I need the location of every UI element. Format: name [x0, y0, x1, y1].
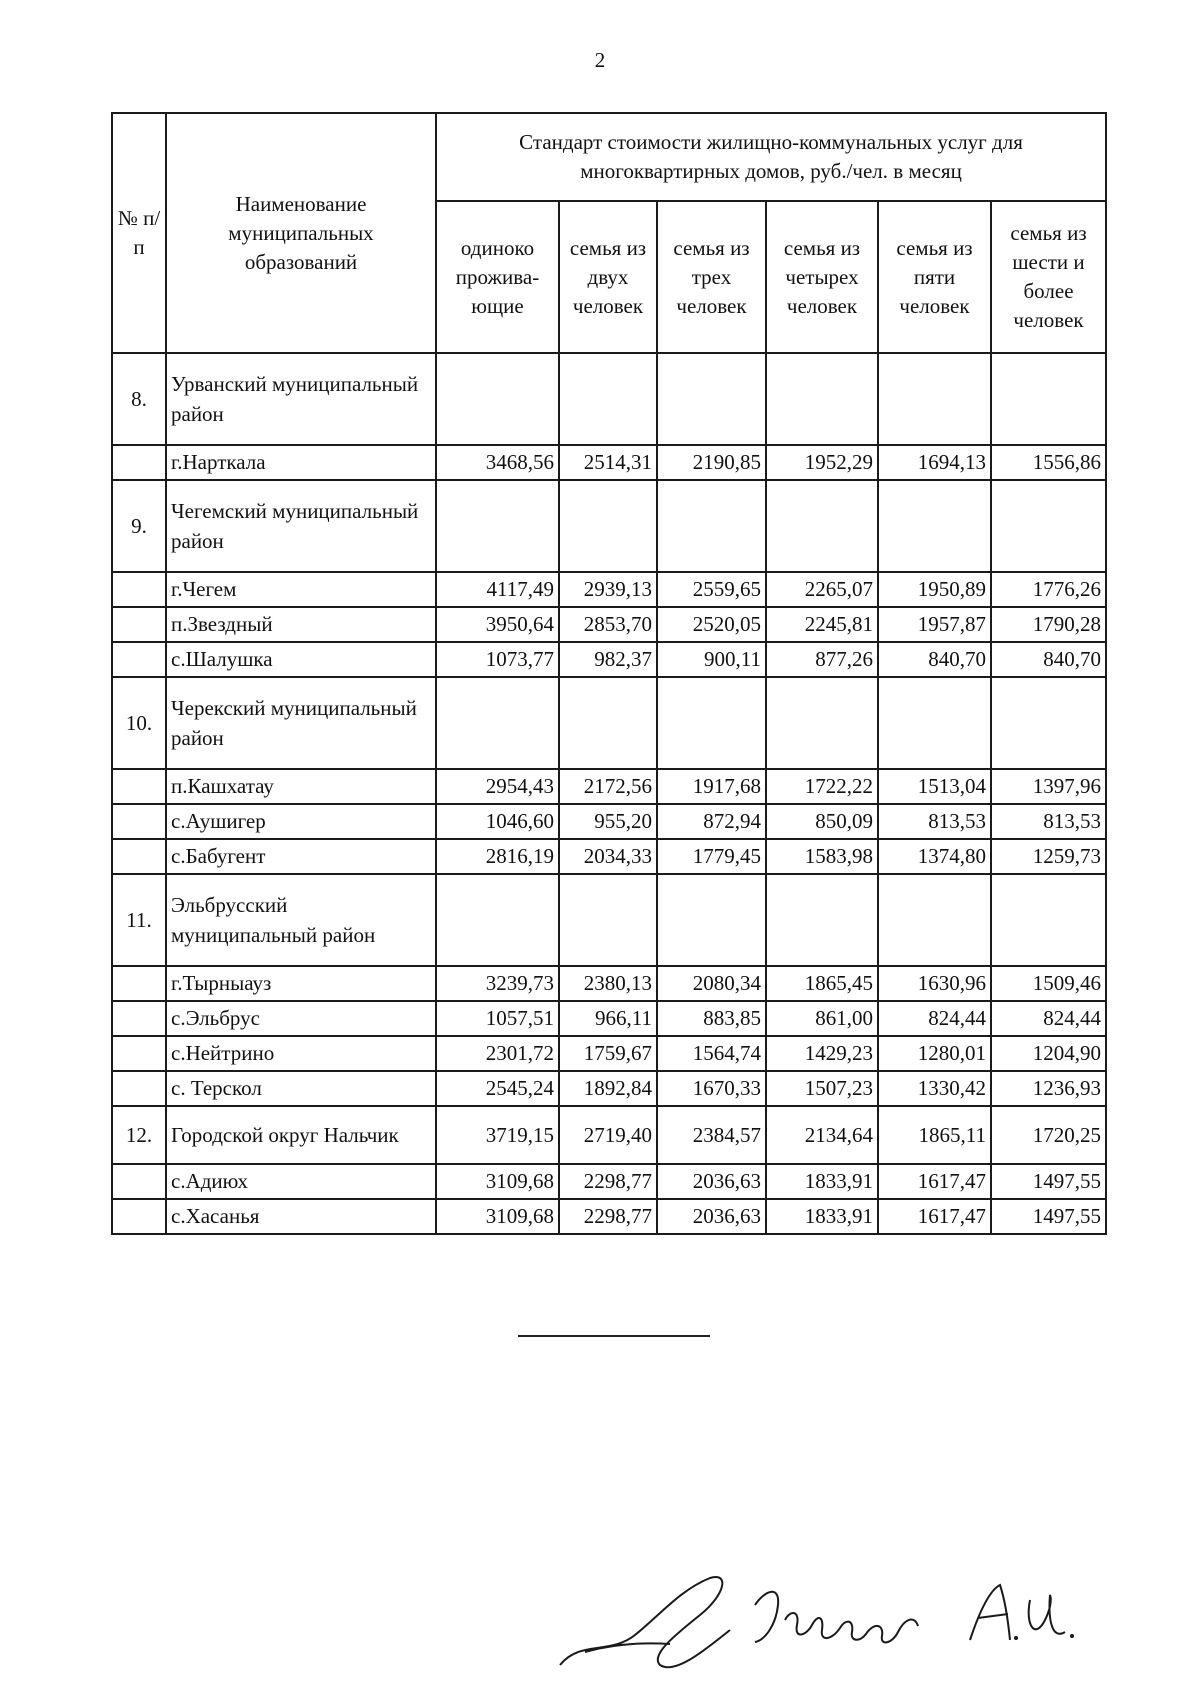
value-cell: 982,37 — [559, 642, 657, 677]
value-cell — [657, 480, 766, 572]
value-cell: 1374,80 — [878, 839, 991, 874]
value-cell: 883,85 — [657, 1001, 766, 1036]
region-name: Черекский муниципальный район — [166, 677, 436, 769]
region-name: Городской округ Нальчик — [166, 1106, 436, 1164]
table-row — [112, 769, 1106, 804]
tariff-table — [111, 112, 1107, 1235]
row-number — [112, 1071, 166, 1106]
value-cell: 4117,49 — [436, 572, 559, 607]
value-cell — [559, 874, 657, 966]
row-number — [112, 966, 166, 1001]
row-number — [112, 642, 166, 677]
row-number — [112, 1036, 166, 1071]
value-cell: 872,94 — [657, 804, 766, 839]
value-cell: 1397,96 — [991, 769, 1106, 804]
value-cell: 1790,28 — [991, 607, 1106, 642]
row-number: 10. — [112, 677, 166, 769]
value-cell: 2520,05 — [657, 607, 766, 642]
value-cell: 2134,64 — [766, 1106, 878, 1164]
value-cell — [436, 480, 559, 572]
value-cell: 2853,70 — [559, 607, 657, 642]
table-row — [112, 607, 1106, 642]
header-group-title: Стандарт стоимости жилищно-коммунальных услуг для многоквартирных домов, руб./чел. в месяц — [436, 113, 1106, 201]
value-cell — [657, 353, 766, 445]
value-cell — [436, 874, 559, 966]
value-cell: 2816,19 — [436, 839, 559, 874]
value-cell: 2939,13 — [559, 572, 657, 607]
value-cell: 1497,55 — [991, 1164, 1106, 1199]
value-cell: 1556,86 — [991, 445, 1106, 480]
value-cell: 824,44 — [878, 1001, 991, 1036]
value-cell: 1236,93 — [991, 1071, 1106, 1106]
table-row — [112, 804, 1106, 839]
row-number: 8. — [112, 353, 166, 445]
header-col-6: семья из шести и более человек — [991, 201, 1106, 353]
value-cell: 3109,68 — [436, 1164, 559, 1199]
value-cell: 955,20 — [559, 804, 657, 839]
settlement-name: с.Бабугент — [166, 839, 436, 874]
value-cell: 1833,91 — [766, 1199, 878, 1234]
value-cell: 2545,24 — [436, 1071, 559, 1106]
value-cell: 1073,77 — [436, 642, 559, 677]
table-row — [112, 642, 1106, 677]
value-cell: 1950,89 — [878, 572, 991, 607]
value-cell: 1670,33 — [657, 1071, 766, 1106]
table-row — [112, 966, 1106, 1001]
value-cell: 2245,81 — [766, 607, 878, 642]
region-name: Урванский муниципальный район — [166, 353, 436, 445]
value-cell: 840,70 — [878, 642, 991, 677]
value-cell — [878, 353, 991, 445]
value-cell — [878, 677, 991, 769]
header-num: № п/п — [112, 113, 166, 353]
value-cell — [436, 677, 559, 769]
row-number — [112, 1164, 166, 1199]
value-cell: 1513,04 — [878, 769, 991, 804]
value-cell — [657, 677, 766, 769]
value-cell: 2298,77 — [559, 1199, 657, 1234]
settlement-name: г.Чегем — [166, 572, 436, 607]
value-cell: 824,44 — [991, 1001, 1106, 1036]
value-cell — [766, 677, 878, 769]
value-cell: 1617,47 — [878, 1164, 991, 1199]
value-cell: 861,00 — [766, 1001, 878, 1036]
value-cell: 1720,25 — [991, 1106, 1106, 1164]
header-col-5: семья из пяти человек — [878, 201, 991, 353]
settlement-name: с.Шалушка — [166, 642, 436, 677]
value-cell: 1865,11 — [878, 1106, 991, 1164]
value-cell: 2080,34 — [657, 966, 766, 1001]
value-cell: 2172,56 — [559, 769, 657, 804]
value-cell — [436, 353, 559, 445]
value-cell: 1917,68 — [657, 769, 766, 804]
header-col-4: семья из четырех человек — [766, 201, 878, 353]
region-row — [112, 1106, 1106, 1164]
value-cell: 1204,90 — [991, 1036, 1106, 1071]
value-cell: 1617,47 — [878, 1199, 991, 1234]
table-body — [112, 353, 1106, 1234]
value-cell: 813,53 — [878, 804, 991, 839]
table-row — [112, 445, 1106, 480]
value-cell: 1509,46 — [991, 966, 1106, 1001]
row-number — [112, 769, 166, 804]
value-cell: 813,53 — [991, 804, 1106, 839]
value-cell: 3719,15 — [436, 1106, 559, 1164]
end-rule — [518, 1335, 710, 1337]
value-cell — [991, 677, 1106, 769]
value-cell: 966,11 — [559, 1001, 657, 1036]
value-cell: 1779,45 — [657, 839, 766, 874]
value-cell: 1564,74 — [657, 1036, 766, 1071]
settlement-name: г.Тырныауз — [166, 966, 436, 1001]
settlement-name: с.Эльбрус — [166, 1001, 436, 1036]
value-cell: 1429,23 — [766, 1036, 878, 1071]
table-row — [112, 1036, 1106, 1071]
value-cell: 1583,98 — [766, 839, 878, 874]
settlement-name: с.Аушигер — [166, 804, 436, 839]
table-row — [112, 1164, 1106, 1199]
value-cell: 1952,29 — [766, 445, 878, 480]
row-number — [112, 572, 166, 607]
settlement-name: г.Нарткала — [166, 445, 436, 480]
header-name: Наименование муниципальных образований — [166, 113, 436, 353]
value-cell: 2036,63 — [657, 1164, 766, 1199]
row-number: 9. — [112, 480, 166, 572]
value-cell: 2954,43 — [436, 769, 559, 804]
value-cell: 2298,77 — [559, 1164, 657, 1199]
value-cell — [991, 353, 1106, 445]
settlement-name: с. Терскол — [166, 1071, 436, 1106]
value-cell: 2380,13 — [559, 966, 657, 1001]
value-cell: 2265,07 — [766, 572, 878, 607]
value-cell: 1630,96 — [878, 966, 991, 1001]
value-cell: 2301,72 — [436, 1036, 559, 1071]
table-row — [112, 1001, 1106, 1036]
table-row — [112, 1199, 1106, 1234]
value-cell: 840,70 — [991, 642, 1106, 677]
region-row — [112, 480, 1106, 572]
row-number — [112, 804, 166, 839]
value-cell: 1892,84 — [559, 1071, 657, 1106]
value-cell: 2034,33 — [559, 839, 657, 874]
value-cell: 900,11 — [657, 642, 766, 677]
region-name: Чегемский муниципальный район — [166, 480, 436, 572]
value-cell — [991, 480, 1106, 572]
value-cell: 1957,87 — [878, 607, 991, 642]
table-row — [112, 1071, 1106, 1106]
value-cell: 1057,51 — [436, 1001, 559, 1036]
row-number: 11. — [112, 874, 166, 966]
value-cell: 1497,55 — [991, 1199, 1106, 1234]
value-cell: 2514,31 — [559, 445, 657, 480]
row-number — [112, 839, 166, 874]
value-cell — [559, 353, 657, 445]
region-row — [112, 677, 1106, 769]
settlement-name: п.Кашхатау — [166, 769, 436, 804]
value-cell: 2036,63 — [657, 1199, 766, 1234]
value-cell: 1330,42 — [878, 1071, 991, 1106]
settlement-name: с.Хасанья — [166, 1199, 436, 1234]
region-row — [112, 874, 1106, 966]
row-number — [112, 445, 166, 480]
value-cell: 3950,64 — [436, 607, 559, 642]
value-cell: 3468,56 — [436, 445, 559, 480]
value-cell: 1722,22 — [766, 769, 878, 804]
value-cell: 2384,57 — [657, 1106, 766, 1164]
value-cell: 1759,67 — [559, 1036, 657, 1071]
row-number — [112, 607, 166, 642]
table-row — [112, 839, 1106, 874]
value-cell: 1694,13 — [878, 445, 991, 480]
region-name: Эльбрусский муниципальный район — [166, 874, 436, 966]
header-col-1: одиноко прожива-ющие — [436, 201, 559, 353]
page-number: 2 — [594, 48, 606, 72]
value-cell: 1280,01 — [878, 1036, 991, 1071]
value-cell — [878, 874, 991, 966]
header-col-2: семья из двух человек — [559, 201, 657, 353]
value-cell: 3239,73 — [436, 966, 559, 1001]
value-cell — [991, 874, 1106, 966]
header-col-3: семья из трех человек — [657, 201, 766, 353]
value-cell: 1259,73 — [991, 839, 1106, 874]
region-row — [112, 353, 1106, 445]
value-cell: 2190,85 — [657, 445, 766, 480]
value-cell: 1507,23 — [766, 1071, 878, 1106]
value-cell: 2559,65 — [657, 572, 766, 607]
value-cell: 850,09 — [766, 804, 878, 839]
value-cell — [766, 874, 878, 966]
value-cell — [657, 874, 766, 966]
settlement-name: с.Адиюх — [166, 1164, 436, 1199]
value-cell: 3109,68 — [436, 1199, 559, 1234]
value-cell: 1833,91 — [766, 1164, 878, 1199]
table-row — [112, 572, 1106, 607]
value-cell — [559, 480, 657, 572]
value-cell: 1865,45 — [766, 966, 878, 1001]
value-cell — [766, 480, 878, 572]
settlement-name: с.Нейтрино — [166, 1036, 436, 1071]
signature — [540, 1570, 1100, 1685]
value-cell — [878, 480, 991, 572]
value-cell — [559, 677, 657, 769]
row-number — [112, 1001, 166, 1036]
value-cell: 1046,60 — [436, 804, 559, 839]
value-cell — [766, 353, 878, 445]
row-number: 12. — [112, 1106, 166, 1164]
settlement-name: п.Звездный — [166, 607, 436, 642]
value-cell: 1776,26 — [991, 572, 1106, 607]
value-cell: 2719,40 — [559, 1106, 657, 1164]
value-cell: 877,26 — [766, 642, 878, 677]
row-number — [112, 1199, 166, 1234]
